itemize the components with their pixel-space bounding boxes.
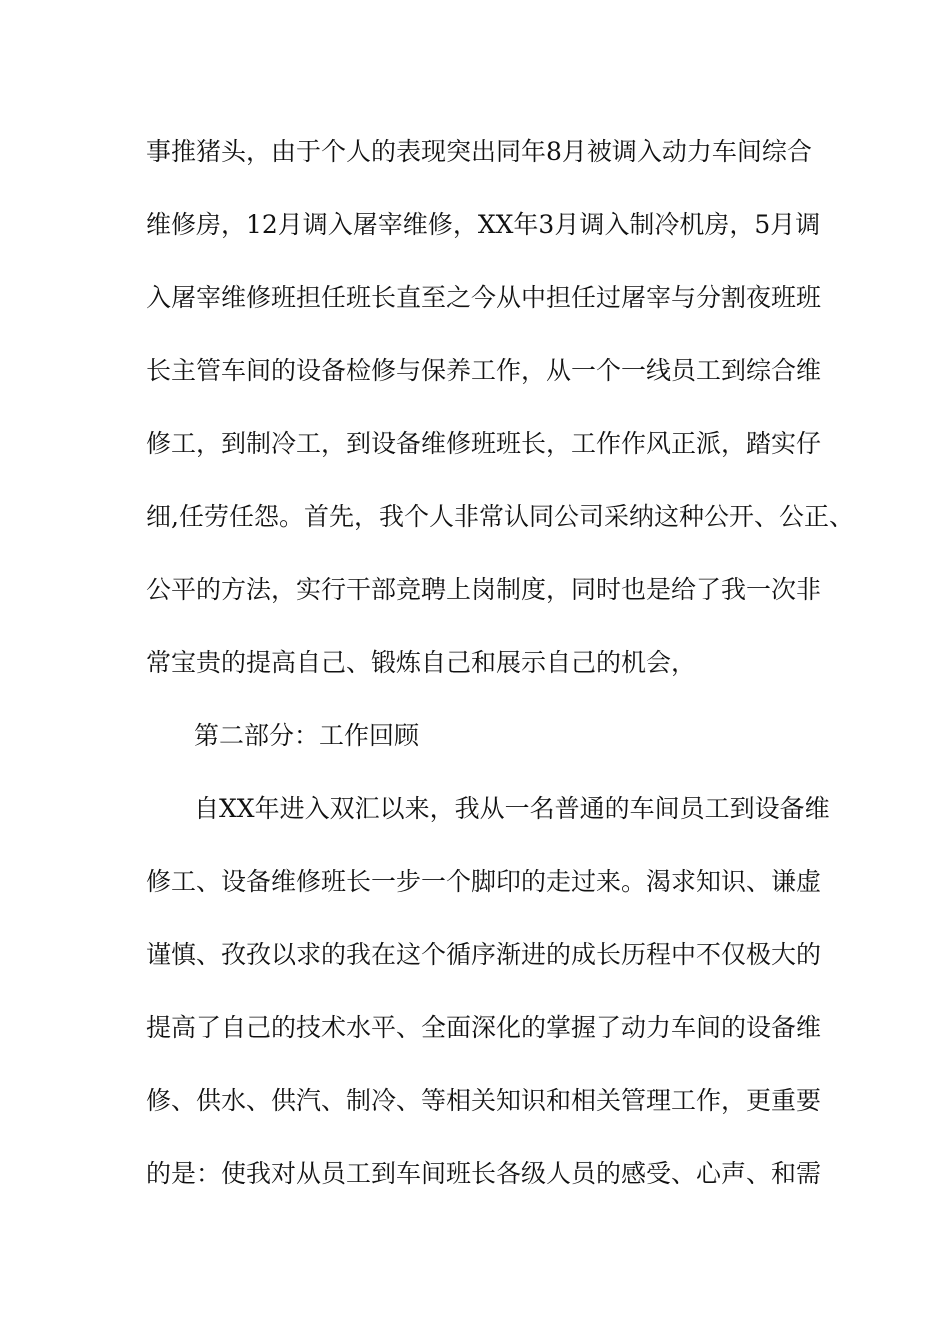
- paragraph-line: 细,任劳任怨。首先，我个人非常认同公司采纳这种公开、公正、: [146, 502, 854, 531]
- paragraph-line: 事推猪头，由于个人的表现突出同年8月被调入动力车间综合: [146, 137, 812, 166]
- section-heading: 第二部分：工作回顾: [194, 721, 420, 750]
- paragraph-line: 常宝贵的提高自己、锻炼自己和展示自己的机会，: [146, 648, 697, 677]
- paragraph-line: 自XX年进入双汇以来，我从一名普通的车间员工到设备维: [194, 794, 830, 823]
- paragraph-line: 谨慎、孜孜以求的我在这个循序渐进的成长历程中不仅极大的: [146, 940, 822, 969]
- paragraph-line: 维修房，12月调入屠宰维修，XX年3月调入制冷机房，5月调: [146, 210, 821, 239]
- paragraph-line: 提高了自己的技术水平、全面深化的掌握了动力车间的设备维: [146, 1013, 822, 1042]
- paragraph-line: 修、供水、供汽、制冷、等相关知识和相关管理工作，更重要: [146, 1086, 822, 1115]
- paragraph-line: 修工，到制冷工，到设备维修班班长，工作作风正派，踏实仔: [146, 429, 822, 458]
- paragraph-line: 的是：使我对从员工到车间班长各级人员的感受、心声、和需: [146, 1159, 822, 1188]
- paragraph-line: 长主管车间的设备检修与保养工作，从一个一线员工到综合维: [146, 356, 822, 385]
- paragraph-line: 修工、设备维修班长一步一个脚印的走过来。渴求知识、谦虚: [146, 867, 822, 896]
- paragraph-line: 公平的方法，实行干部竞聘上岗制度，同时也是给了我一次非: [146, 575, 822, 604]
- paragraph-line: 入屠宰维修班担任班长直至之今从中担任过屠宰与分割夜班班: [146, 283, 822, 312]
